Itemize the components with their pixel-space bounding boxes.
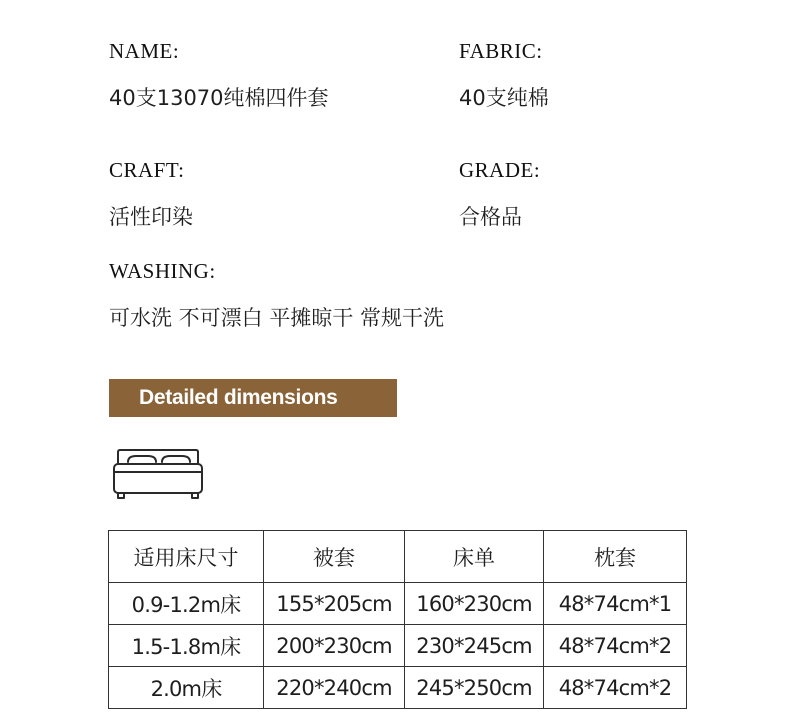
table-cell: 160*230cm [405, 583, 544, 625]
dimensions-banner: Detailed dimensions [109, 379, 397, 417]
spec-name-label: NAME: [109, 39, 180, 63]
table-header-cell: 被套 [264, 531, 405, 583]
table-header-row [109, 531, 687, 583]
spec-washing [109, 259, 444, 332]
table-row [109, 625, 687, 667]
table-cell: 200*230cm [264, 625, 405, 667]
table-cell: 48*74cm*2 [544, 667, 687, 709]
table-cell: 220*240cm [264, 667, 405, 709]
spec-craft [109, 158, 193, 231]
table-header-cell: 适用床尺寸 [109, 531, 264, 583]
table-cell: 2.0m床 [109, 667, 264, 709]
dimensions-table [108, 530, 687, 709]
spec-grade-label: GRADE: [459, 158, 541, 182]
spec-fabric-label: FABRIC: [459, 39, 543, 63]
spec-name-value: 40支13070纯棉四件套 [109, 86, 329, 110]
spec-craft-label: CRAFT: [109, 158, 185, 182]
table-cell: 48*74cm*1 [544, 583, 687, 625]
spec-craft-value: 活性印染 [109, 205, 193, 229]
spec-fabric-value: 40支纯棉 [459, 86, 549, 110]
spec-grade-value: 合格品 [459, 205, 522, 229]
table-cell: 245*250cm [405, 667, 544, 709]
table-cell: 230*245cm [405, 625, 544, 667]
table-cell: 48*74cm*2 [544, 625, 687, 667]
table-cell: 0.9-1.2m床 [109, 583, 264, 625]
table-header-cell: 床单 [405, 531, 544, 583]
spec-name [109, 39, 329, 112]
spec-washing-label: WASHING: [109, 259, 216, 283]
spec-washing-value: 可水洗 不可漂白 平摊晾干 常规干洗 [109, 306, 445, 330]
table-row [109, 667, 687, 709]
table-header-cell: 枕套 [544, 531, 687, 583]
table-row [109, 583, 687, 625]
table-cell: 155*205cm [264, 583, 405, 625]
bed-icon [111, 448, 207, 506]
spec-grade [459, 158, 540, 231]
spec-fabric [459, 39, 549, 112]
table-cell: 1.5-1.8m床 [109, 625, 264, 667]
